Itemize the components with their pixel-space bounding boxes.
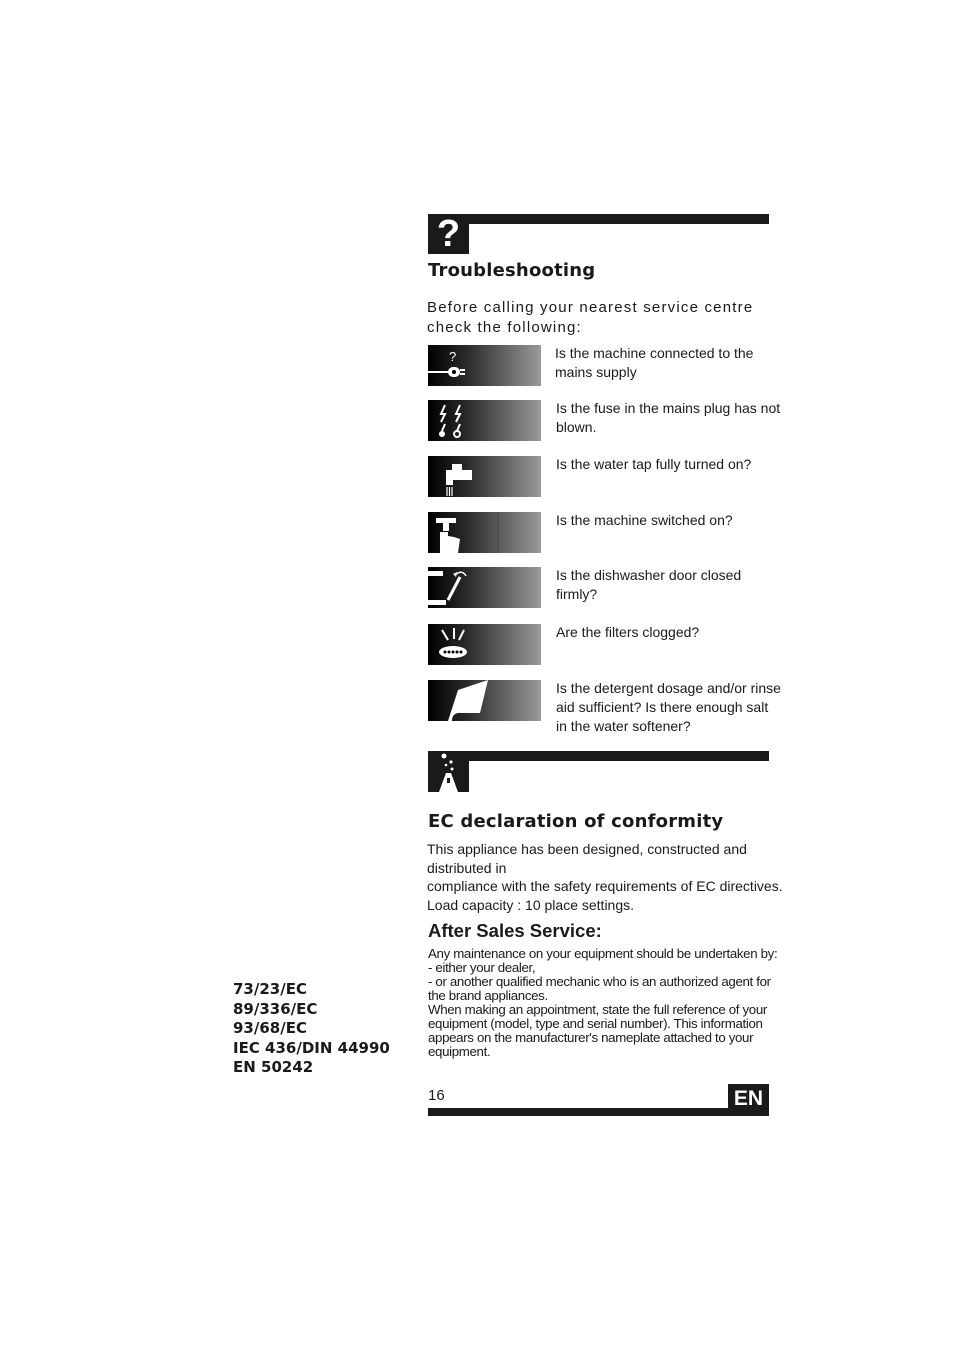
ec-declaration-body bbox=[427, 840, 787, 914]
check-item-fuse bbox=[428, 400, 788, 442]
after-sales-title: After Sales Service: bbox=[428, 920, 602, 941]
check-item-water-tap bbox=[428, 456, 788, 498]
directive-item: 93/68/EC bbox=[233, 1019, 307, 1037]
filter-icon bbox=[428, 624, 541, 665]
directives-list bbox=[233, 980, 390, 1078]
check-item-door bbox=[428, 567, 788, 609]
ec-header-bar bbox=[428, 751, 769, 761]
svg-text:?: ? bbox=[449, 349, 457, 364]
footer-bar bbox=[428, 1108, 769, 1116]
check-item-text: Are the filters clogged? bbox=[556, 624, 700, 640]
ec-line: Load capacity : 10 place settings. bbox=[427, 896, 635, 913]
header-symbol: ? bbox=[436, 213, 461, 255]
directive-item: IEC 436/DIN 44990 bbox=[233, 1038, 390, 1057]
spray-nozzle-icon bbox=[428, 751, 469, 792]
check-item-text: Is the dishwasher door closed firmly? bbox=[556, 567, 742, 602]
troubleshooting-intro: Before calling your nearest service centre check the following: bbox=[427, 299, 754, 336]
check-item-text: Is the water tap fully turned on? bbox=[556, 456, 752, 472]
plug-question-icon bbox=[428, 345, 541, 386]
question-mark-icon bbox=[428, 214, 469, 254]
after-sales-line: - either your dealer, bbox=[428, 960, 536, 975]
fuse-icon bbox=[428, 400, 541, 441]
ec-declaration-title: EC declaration of conformity bbox=[428, 811, 724, 832]
door-icon bbox=[428, 567, 541, 608]
check-item-text: Is the machine switched on? bbox=[556, 512, 733, 528]
directive-item: EN 50242 bbox=[233, 1058, 314, 1076]
after-sales-line: - or another qualified mechanic who is an authorized agent for the brand appliances. bbox=[428, 974, 771, 1003]
after-sales-line: When making an appointment, state the full reference of your equipment (model, type and serial number). This information appears on the manufacturer's nameplate attached to your equipment. bbox=[428, 1002, 767, 1059]
directive-item: 73/23/EC bbox=[233, 980, 307, 998]
directive-item: 89/336/EC bbox=[233, 999, 318, 1018]
language-badge: EN bbox=[728, 1084, 769, 1116]
check-item-power-supply bbox=[428, 345, 788, 387]
ec-line: compliance with the safety requirements of EC directives. bbox=[427, 878, 783, 894]
check-item-text: Is the fuse in the mains plug has not blown. bbox=[556, 400, 781, 435]
after-sales-body bbox=[428, 947, 788, 1059]
check-item-switched-on bbox=[428, 512, 788, 554]
page-number: 16 bbox=[428, 1087, 445, 1104]
check-item-text: Is the machine connected to the mains supply bbox=[555, 345, 754, 380]
check-item-text: Is the detergent dosage and/or rinse aid sufficient? Is there enough salt in the water softener? bbox=[556, 680, 781, 734]
troubleshooting-title: Troubleshooting bbox=[428, 260, 596, 281]
troubleshooting-header-bar bbox=[428, 214, 769, 224]
power-switch-icon bbox=[428, 512, 541, 553]
check-item-filters bbox=[428, 624, 788, 666]
ec-line: This appliance has been designed, constructed and distributed in bbox=[427, 841, 747, 876]
water-tap-icon bbox=[428, 456, 541, 497]
after-sales-line: Any maintenance on your equipment should be undertaken by: bbox=[428, 946, 778, 961]
check-item-detergent bbox=[428, 680, 788, 734]
detergent-icon bbox=[428, 680, 541, 721]
